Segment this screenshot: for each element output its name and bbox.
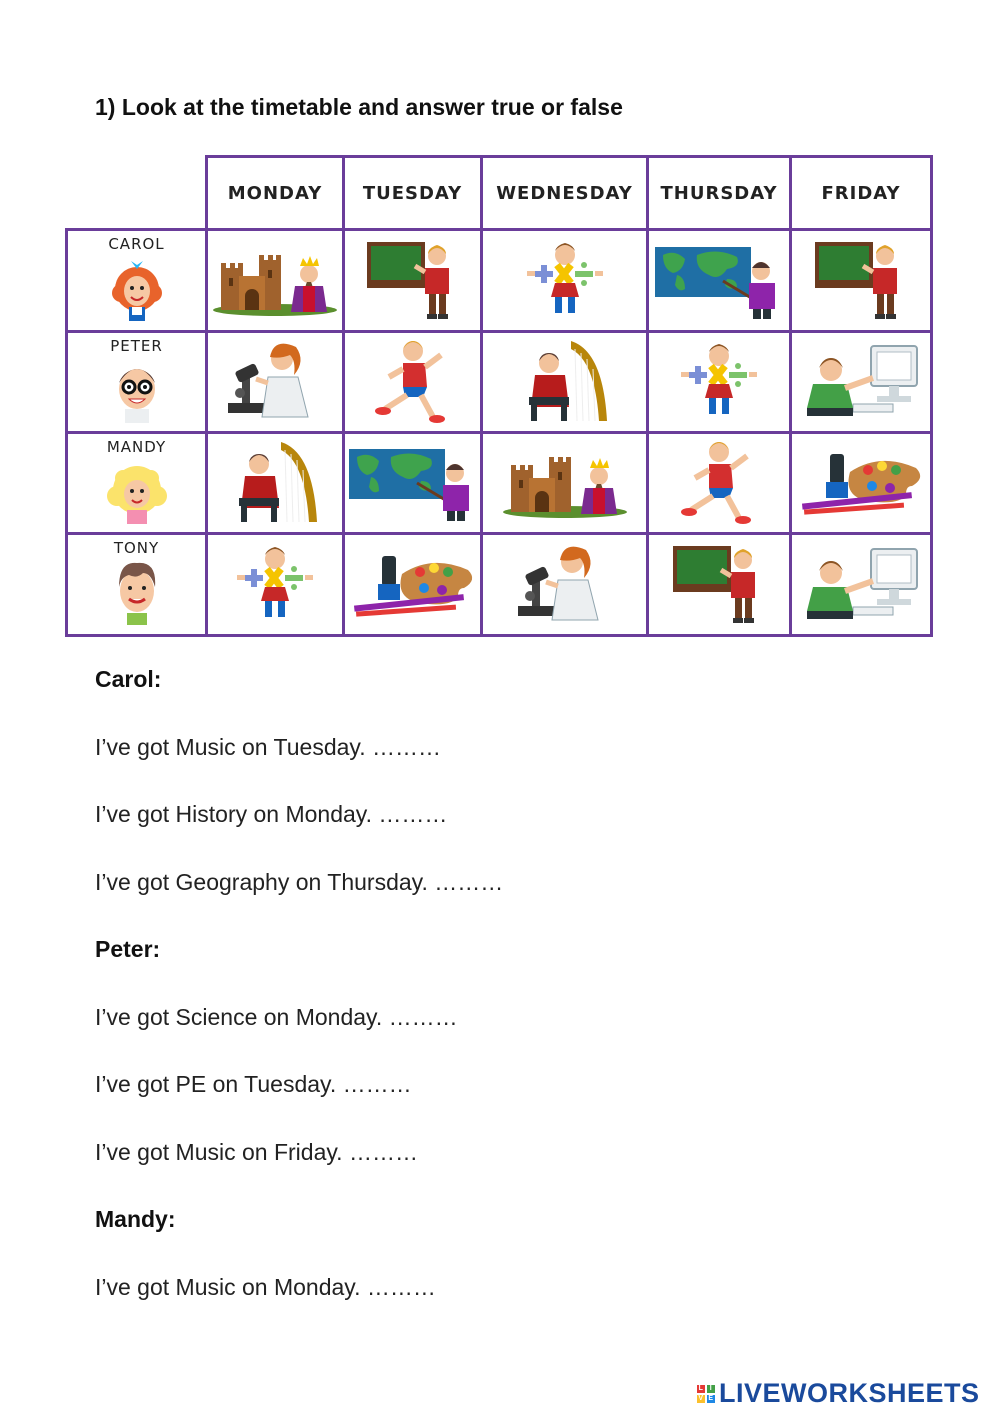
lesson-cell (480, 431, 649, 535)
english-class-icon (811, 236, 911, 326)
lesson-cell (342, 431, 483, 535)
computer-icon (797, 543, 925, 627)
liveworksheets-logo (697, 1378, 980, 1409)
student-name: PETER (110, 337, 163, 355)
maths-icon (219, 545, 331, 625)
lesson-cell (205, 330, 345, 434)
pe-icon (669, 438, 769, 528)
lesson-cell (646, 228, 792, 333)
lesson-cell (480, 228, 649, 333)
girl-blonde-icon (105, 456, 169, 531)
lesson-cell (205, 532, 345, 637)
boy-brown-hair-icon (109, 557, 165, 632)
student-cell-peter (65, 330, 208, 434)
true-false-statement: I’ve got Music on Friday. ……… (95, 1139, 418, 1165)
day-header-friday (789, 155, 933, 231)
student-cell-tony (65, 532, 208, 637)
lesson-cell (789, 532, 933, 637)
logo-mark: L I V E (698, 1384, 714, 1402)
music-icon (515, 337, 615, 427)
art-icon (796, 448, 926, 518)
lesson-cell (789, 228, 933, 333)
student-cell-mandy (65, 431, 208, 535)
day-header-thursday (646, 155, 792, 231)
girl-red-hair-icon (109, 253, 165, 328)
lesson-cell (646, 532, 792, 637)
science-icon (220, 337, 330, 427)
student-name: CAROL (108, 235, 165, 253)
lesson-cell (646, 330, 792, 434)
true-false-statement: I’ve got PE on Tuesday. ……… (95, 1071, 412, 1097)
true-false-statement: I’ve got Geography on Thursday. ……… (95, 869, 504, 895)
computer-icon (797, 340, 925, 424)
timetable (65, 155, 930, 637)
student-name: TONY (113, 539, 160, 557)
history-icon (501, 448, 629, 518)
geography-icon (653, 241, 785, 321)
lesson-cell (205, 228, 345, 333)
pe-icon (363, 337, 463, 427)
student-cell-carol (65, 228, 208, 333)
day-label: WEDNESDAY (496, 182, 633, 204)
english-class-icon (669, 540, 769, 630)
section-heading: Peter: (95, 936, 161, 962)
boy-glasses-icon (109, 355, 165, 430)
day-label: TUESDAY (362, 182, 463, 204)
day-label: MONDAY (227, 182, 323, 204)
day-header-monday (205, 155, 345, 231)
worksheet-title: 1) Look at the timetable and answer true or false (95, 94, 623, 120)
art-icon (348, 550, 478, 620)
geography-icon (347, 443, 479, 523)
true-false-statement: I’ve got Science on Monday. ……… (95, 1004, 458, 1030)
lesson-cell (205, 431, 345, 535)
section-heading: Carol: (95, 666, 162, 692)
lesson-cell (342, 532, 483, 637)
section-heading: Mandy: (95, 1206, 176, 1232)
true-false-statement: I’ve got History on Monday. ……… (95, 801, 448, 827)
true-false-statement: I’ve got Music on Monday. ……… (95, 1274, 436, 1300)
day-label: FRIDAY (821, 182, 901, 204)
lesson-cell (646, 431, 792, 535)
lesson-cell (342, 228, 483, 333)
maths-icon (663, 342, 775, 422)
lesson-cell (480, 532, 649, 637)
english-class-icon (363, 236, 463, 326)
lesson-cell (480, 330, 649, 434)
logo-text: LIVEWORKSHEETS (719, 1378, 980, 1408)
music-icon (225, 438, 325, 528)
day-label: THURSDAY (660, 182, 778, 204)
lesson-cell (789, 431, 933, 535)
day-header-wednesday (480, 155, 649, 231)
science-icon (510, 540, 620, 630)
lesson-cell (342, 330, 483, 434)
lesson-cell (789, 330, 933, 434)
student-name: MANDY (106, 438, 167, 456)
history-icon (211, 246, 339, 316)
day-header-tuesday (342, 155, 483, 231)
true-false-statement: I’ve got Music on Tuesday. ……… (95, 734, 441, 760)
maths-icon (509, 241, 621, 321)
